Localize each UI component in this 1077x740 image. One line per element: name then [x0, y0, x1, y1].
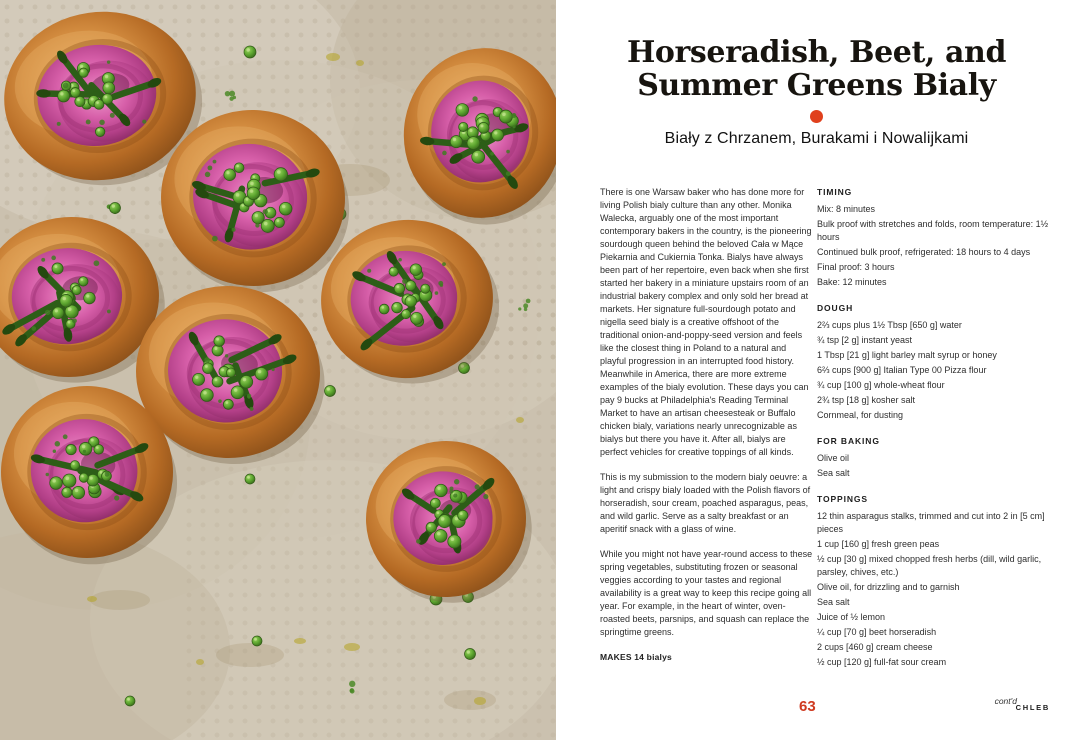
- ingredient-section: [817, 493, 1049, 669]
- recipe-subtitle: Biały z Chrzanem, Burakami i Nowalijkami: [664, 130, 969, 147]
- intro-paragraph: This is my submission to the modern bialy oeuvre: a light and crispy bialy loaded with the Polish flavors of horseradish, sour cream, poached asparagus, peas, and wild garlic. Serve as a salty breakfast or an aperitif snack with a glass of wine.: [600, 472, 811, 534]
- ingredient-item: ½ cup [30 g] mixed chopped fresh herbs (dill, wild garlic, parsley, chives, etc.): [817, 554, 1042, 577]
- intro-column: [600, 186, 814, 664]
- ingredient-item: Continued bulk proof, refrigerated: 18 hours to 4 days: [817, 247, 1031, 257]
- ingredient-item: Cornmeal, for dusting: [817, 410, 904, 420]
- ingredient-item: Olive oil: [817, 453, 850, 463]
- makes-label: MAKES 14 bialys: [600, 652, 672, 662]
- recipe-title-line1: Horseradish, Beet, and: [626, 35, 1007, 70]
- ingredient-item: Sea salt: [817, 597, 850, 607]
- ingredient-item: Olive oil, for drizzling and to garnish: [817, 582, 960, 592]
- ingredient-item: ¾ tsp [2 g] instant yeast: [817, 335, 913, 345]
- recipe-title: [556, 36, 1077, 102]
- ingredient-item: 12 thin asparagus stalks, trimmed and cut into 2 in [5 cm] pieces: [817, 511, 1045, 534]
- ingredient-item: 1 cup [160 g] fresh green peas: [817, 539, 940, 549]
- ingredient-item: Sea salt: [817, 468, 850, 478]
- ingredient-item: 2¾ tsp [18 g] kosher salt: [817, 395, 916, 405]
- accent-dot-icon: [810, 110, 823, 123]
- recipe-title-line2: Summer Greens Bialy: [637, 68, 996, 103]
- ingredients-column: [817, 186, 1049, 708]
- ingredient-item: Bulk proof with stretches and folds, room temperature: 1½ hours: [817, 219, 1049, 242]
- chapter-label: CHLEB: [1015, 703, 1050, 712]
- ingredient-item: ¼ cup [70 g] beet horseradish: [817, 627, 937, 637]
- contd-label: cont'd: [994, 696, 1017, 706]
- ingredient-item: Bake: 12 minutes: [817, 277, 887, 287]
- ingredient-section: [817, 435, 1049, 480]
- ingredient-item: Juice of ½ lemon: [817, 612, 886, 622]
- ingredient-item: ½ cup [120 g] full-fat sour cream: [817, 657, 947, 667]
- section-header: DOUGH: [817, 303, 854, 313]
- ingredient-item: ¾ cup [100 g] whole-wheat flour: [817, 380, 945, 390]
- intro-paragraph: There is one Warsaw baker who has done more for living Polish bialy culture than any other. Monika Walecka, arguably one of the most important contemporary bakers in the country, is the pioneering sourdough queen behind the beloved Cała w Mące Piekarnia and Cukiernia Tonka. Bialys have always been part of her repertoire, even back when she first started her bakery in a miniature upstairs room of an industrial bakery complex and only sold her bread at markets. Her signature full-sourdough potato and nigella seed bialy is a creative offshoot of the traditional onion-and-poppy-seed version and feels like the closest thing in Poland to a natural and playful progression in an interrupted food history. Meanwhile in America, there are more extreme examples of the bialy evolution. These days you can pay 9 bucks at Philadelphia's Reading Terminal Market to have an artisan cheesesteak or Buffalo chicken bialy, variations nearly unrecognizable as bialys but there you have it. After all, bialys are perfect vehicles for creative toppings of all kinds.: [600, 187, 812, 457]
- recipe-header: [556, 36, 1077, 148]
- ingredient-section: [817, 302, 1049, 422]
- intro-paragraphs: [600, 186, 814, 639]
- ingredient-sections: [817, 186, 1049, 669]
- section-header: FOR BAKING: [817, 436, 880, 446]
- intro-paragraph: While you might not have year-round access to these spring vegetables, substituting frozen or seasonal veggies according to your tastes and regional availability is a great way to keep this recipe going all year. For example, in the heart of winter, oven-roasted beets, parsnips, and squash can replace the springtime greens.: [600, 549, 813, 637]
- ingredient-item: 6⅔ cups [900 g] Italian Type 00 Pizza flour: [817, 365, 987, 375]
- section-header: TOPPINGS: [817, 494, 868, 504]
- ingredient-item: 2 cups [460 g] cream cheese: [817, 642, 933, 652]
- ingredient-item: Final proof: 3 hours: [817, 262, 895, 272]
- ingredient-section: [817, 186, 1049, 289]
- page-number: 63: [799, 698, 816, 715]
- section-header: TIMING: [817, 187, 853, 197]
- ingredient-item: Mix: 8 minutes: [817, 204, 876, 214]
- ingredient-item: 1 Tbsp [21 g] light barley malt syrup or honey: [817, 350, 997, 360]
- recipe-page: [556, 0, 1077, 740]
- ingredient-item: 2⅔ cups plus 1½ Tbsp [650 g] water: [817, 320, 962, 330]
